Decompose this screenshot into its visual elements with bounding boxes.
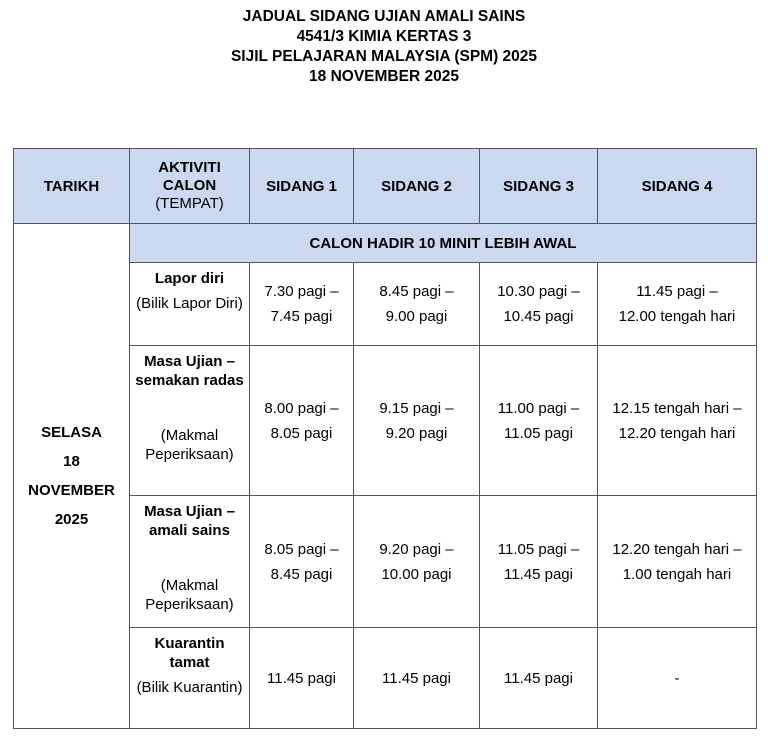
time-cell: 11.45 pagi <box>250 628 354 729</box>
date-day: SELASA <box>41 424 102 441</box>
schedule-table <box>13 148 757 729</box>
header-sidang-3: SIDANG 3 <box>480 149 598 224</box>
title-line: JADUAL SIDANG UJIAN AMALI SAINS <box>242 8 526 25</box>
header-sidang-2: SIDANG 2 <box>354 149 480 224</box>
time-cell <box>354 346 480 496</box>
time-end: 8.05 pagi <box>270 424 333 442</box>
time-cell: - <box>598 628 757 729</box>
time-start: 12.20 tengah hari – <box>612 540 742 558</box>
title-line: SIJIL PELAJARAN MALAYSIA (SPM) 2025 <box>230 48 538 65</box>
header-tarikh: TARIKH <box>14 149 130 224</box>
activity-cell <box>130 346 250 496</box>
time-start: 9.20 pagi – <box>379 540 454 558</box>
banner: CALON HADIR 10 MINIT LEBIH AWAL <box>130 224 757 263</box>
time-start: 8.00 pagi – <box>264 399 339 417</box>
time-start: 8.05 pagi – <box>264 540 339 558</box>
time-cell <box>598 496 757 628</box>
time-start: 7.30 pagi – <box>264 283 339 300</box>
time-end: 12.20 tengah hari <box>618 424 736 442</box>
time-cell <box>598 263 757 346</box>
activity-name: Kuarantin tamat <box>154 635 225 671</box>
header-sidang-4: SIDANG 4 <box>598 149 757 224</box>
time-end: 9.20 pagi <box>385 424 448 442</box>
activity-place: (Makmal Peperiksaan) <box>145 577 234 613</box>
header-sidang-1: SIDANG 1 <box>250 149 354 224</box>
time-cell <box>250 263 354 346</box>
time-end: 11.05 pagi <box>504 424 573 442</box>
time-start: 9.15 pagi – <box>379 399 454 417</box>
time-cell <box>250 346 354 496</box>
header-aktiviti <box>130 149 250 224</box>
time-end: 12.00 tengah hari <box>618 308 736 325</box>
time-end: 10.00 pagi <box>381 565 452 583</box>
activity-name: Masa Ujian – amali sains <box>144 503 235 539</box>
time-start: 11.00 pagi – <box>497 399 580 417</box>
header-row <box>14 149 757 224</box>
time-cell <box>354 496 480 628</box>
time-cell <box>480 263 598 346</box>
activity-cell <box>130 628 250 729</box>
time-end: 10.45 pagi <box>503 308 574 325</box>
time-cell: 11.45 pagi <box>354 628 480 729</box>
time-cell <box>480 496 598 628</box>
activity-name: Lapor diri <box>154 270 225 287</box>
activity-cell <box>130 496 250 628</box>
time-cell <box>598 346 757 496</box>
time-end: 11.45 pagi <box>504 565 573 583</box>
time-end: 9.00 pagi <box>385 308 448 325</box>
time-end: 1.00 tengah hari <box>622 565 732 583</box>
time-cell <box>354 263 480 346</box>
title-line: 4541/3 KIMIA KERTAS 3 <box>296 28 472 45</box>
time-start: 12.15 tengah hari – <box>612 399 742 417</box>
time-end: 7.45 pagi <box>270 308 333 325</box>
document-title <box>0 7 768 87</box>
header-aktiviti-line: CALON <box>162 177 217 194</box>
time-start: 10.30 pagi – <box>497 283 580 300</box>
time-start: 11.05 pagi – <box>497 540 580 558</box>
date-year: 2025 <box>54 511 89 528</box>
header-aktiviti-line: AKTIVITI <box>158 159 221 176</box>
time-start: 11.45 pagi – <box>636 283 718 300</box>
header-tempat: (TEMPAT) <box>155 195 224 212</box>
time-cell <box>480 346 598 496</box>
activity-cell <box>130 263 250 346</box>
date-number: 18 <box>63 453 80 470</box>
time-cell: 11.45 pagi <box>480 628 598 729</box>
title-line: 18 NOVEMBER 2025 <box>309 68 459 85</box>
date-month: NOVEMBER <box>28 482 115 499</box>
activity-name: Masa Ujian – semakan radas <box>135 353 244 389</box>
activity-place: (Bilik Lapor Diri) <box>136 295 243 312</box>
time-start: 8.45 pagi – <box>379 283 454 300</box>
date-cell <box>14 224 130 729</box>
time-end: 8.45 pagi <box>270 565 333 583</box>
activity-place: (Makmal Peperiksaan) <box>145 427 234 463</box>
activity-place: (Bilik Kuarantin) <box>136 679 243 696</box>
time-cell <box>250 496 354 628</box>
